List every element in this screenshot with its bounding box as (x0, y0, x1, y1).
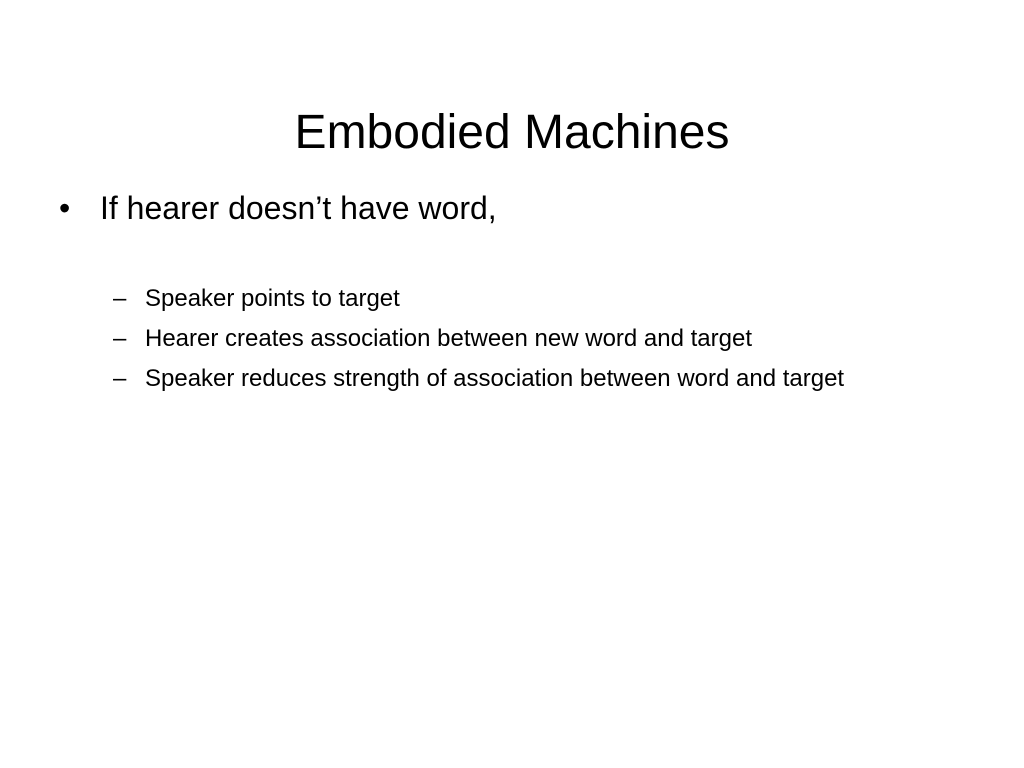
sub-bullet-list (113, 282, 933, 402)
bullet-marker: • (59, 190, 71, 226)
sub-bullet-item (113, 322, 933, 356)
sub-bullet-text: Speaker reduces strength of association between word and target (145, 365, 845, 392)
bullet-text: If hearer doesn’t have word, (100, 190, 497, 226)
sub-bullet-marker: – (113, 365, 127, 392)
sub-bullet-text: Speaker points to target (145, 285, 400, 312)
sub-bullet-item (113, 282, 933, 316)
slide-title: Embodied Machines (294, 106, 730, 159)
sub-bullet-marker: – (113, 325, 127, 352)
sub-bullet-marker: – (113, 285, 127, 312)
sub-bullet-text: Hearer creates association between new word and target (145, 325, 753, 352)
sub-bullet-item (113, 362, 933, 396)
